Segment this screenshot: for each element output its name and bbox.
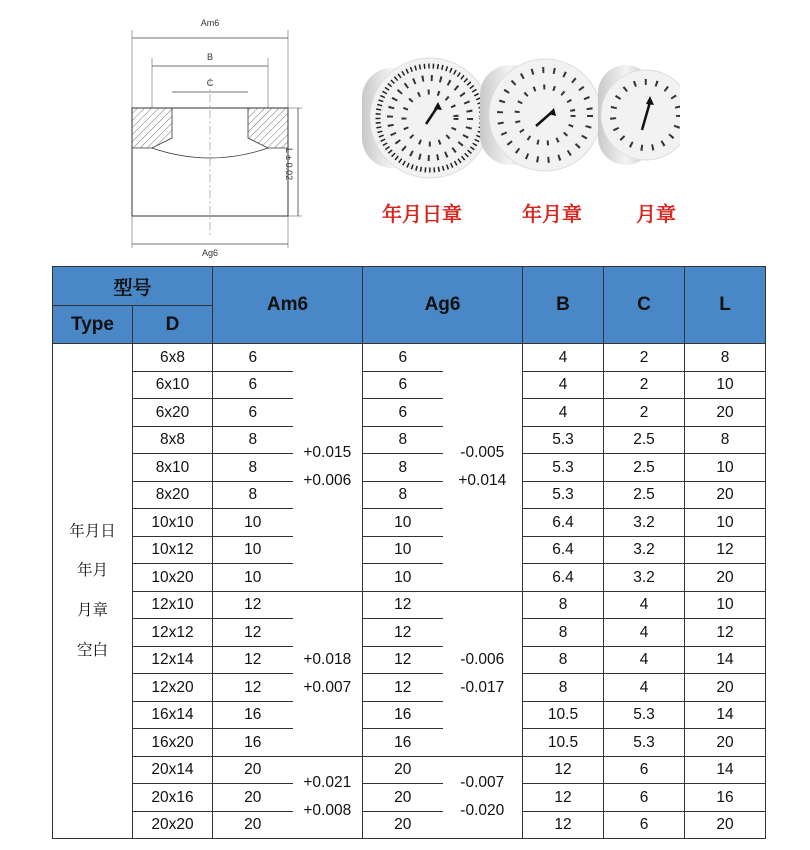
cell-b: 5.3 xyxy=(523,481,604,509)
cell-c: 4 xyxy=(604,674,685,702)
cell-ag6: 8 xyxy=(363,481,443,509)
cell-ag6: 16 xyxy=(363,729,443,757)
cell-d: 6x8 xyxy=(133,344,213,372)
cell-l: 8 xyxy=(685,344,766,372)
type-value: 月章 xyxy=(76,602,108,619)
cell-ag6: 10 xyxy=(363,536,443,564)
cell-d: 16x14 xyxy=(133,701,213,729)
cell-l: 20 xyxy=(685,811,766,839)
table-row xyxy=(53,564,766,592)
tolerance-value: +0.006 xyxy=(303,472,352,490)
cell-am6: 20 xyxy=(213,756,293,784)
insert-section-drawing xyxy=(110,8,310,258)
tolerance-value: +0.008 xyxy=(303,802,352,820)
cell-b: 12 xyxy=(523,756,604,784)
cell-am6: 10 xyxy=(213,509,293,537)
cell-c: 6 xyxy=(604,811,685,839)
cell-ag6: 12 xyxy=(363,646,443,674)
cell-l: 10 xyxy=(685,371,766,399)
am6-tolerance xyxy=(293,591,363,756)
cell-ag6: 8 xyxy=(363,426,443,454)
cell-ag6: 6 xyxy=(363,344,443,372)
tolerance-value: +0.007 xyxy=(303,678,352,696)
label-ymd-stamp: 年月日章 xyxy=(382,204,462,226)
table-row xyxy=(53,426,766,454)
table-row xyxy=(53,784,766,812)
dim-b-label: B xyxy=(206,52,214,62)
cell-am6: 12 xyxy=(213,646,293,674)
table-row xyxy=(53,399,766,427)
cell-l: 10 xyxy=(685,509,766,537)
cell-l: 20 xyxy=(685,481,766,509)
table-row xyxy=(53,619,766,647)
tolerance-value: -0.020 xyxy=(460,802,505,820)
cell-am6: 10 xyxy=(213,564,293,592)
table-row xyxy=(53,371,766,399)
cell-l: 20 xyxy=(685,399,766,427)
cell-b: 10.5 xyxy=(523,701,604,729)
cell-d: 8x10 xyxy=(133,454,213,482)
cell-b: 10.5 xyxy=(523,729,604,757)
type-value: 空白 xyxy=(76,641,108,659)
cell-d: 10x20 xyxy=(133,564,213,592)
table-row xyxy=(53,454,766,482)
am6-tolerance xyxy=(293,756,363,839)
cell-ag6: 12 xyxy=(363,674,443,702)
table-row xyxy=(53,701,766,729)
cell-b: 6.4 xyxy=(523,509,604,537)
table-row xyxy=(53,756,766,784)
cell-d: 12x14 xyxy=(133,646,213,674)
header-c: C xyxy=(604,267,685,344)
table-row xyxy=(53,509,766,537)
cell-b: 6.4 xyxy=(523,536,604,564)
cell-b: 8 xyxy=(523,619,604,647)
cell-l: 20 xyxy=(685,729,766,757)
cell-d: 6x20 xyxy=(133,399,213,427)
cell-ag6: 12 xyxy=(363,591,443,619)
cell-am6: 12 xyxy=(213,674,293,702)
cell-b: 5.3 xyxy=(523,454,604,482)
cell-am6: 20 xyxy=(213,784,293,812)
cell-b: 12 xyxy=(523,811,604,839)
table-row xyxy=(53,591,766,619)
cell-l: 16 xyxy=(685,784,766,812)
dim-am6-label: Am6 xyxy=(200,18,220,28)
header-type: Type xyxy=(53,306,133,344)
cell-d: 20x20 xyxy=(133,811,213,839)
cell-d: 10x10 xyxy=(133,509,213,537)
cell-am6: 16 xyxy=(213,729,293,757)
cell-c: 3.2 xyxy=(604,536,685,564)
cell-c: 4 xyxy=(604,591,685,619)
cell-c: 2 xyxy=(604,344,685,372)
cell-ag6: 16 xyxy=(363,701,443,729)
type-value: 年月日 xyxy=(69,522,116,540)
spec-table xyxy=(52,266,765,839)
date-stamp-photo xyxy=(350,40,680,225)
header-model: 型号 xyxy=(53,267,213,306)
cell-d: 8x8 xyxy=(133,426,213,454)
cell-am6: 8 xyxy=(213,481,293,509)
tolerance-value: +0.015 xyxy=(303,444,352,462)
tolerance-value: +0.014 xyxy=(458,472,507,490)
type-cell xyxy=(53,344,133,839)
cell-c: 4 xyxy=(604,619,685,647)
ag6-tolerance xyxy=(443,756,523,839)
cell-c: 5.3 xyxy=(604,729,685,757)
cell-l: 10 xyxy=(685,454,766,482)
cell-c: 6 xyxy=(604,784,685,812)
cell-am6: 12 xyxy=(213,619,293,647)
cell-ag6: 10 xyxy=(363,509,443,537)
cell-ag6: 20 xyxy=(363,756,443,784)
cell-b: 6.4 xyxy=(523,564,604,592)
table-row xyxy=(53,344,766,372)
table-row xyxy=(53,481,766,509)
cell-d: 20x14 xyxy=(133,756,213,784)
date-stamp-illustration xyxy=(350,40,680,190)
cell-l: 12 xyxy=(685,536,766,564)
tolerance-value: +0.018 xyxy=(303,650,352,668)
cell-l: 14 xyxy=(685,701,766,729)
cell-d: 12x12 xyxy=(133,619,213,647)
type-value: 年月 xyxy=(76,562,108,580)
cell-am6: 6 xyxy=(213,399,293,427)
cell-am6: 6 xyxy=(213,371,293,399)
cell-d: 12x20 xyxy=(133,674,213,702)
cell-c: 6 xyxy=(604,756,685,784)
cell-c: 2.5 xyxy=(604,426,685,454)
label-ym-stamp: 年月章 xyxy=(522,204,582,226)
table-row xyxy=(53,536,766,564)
cell-b: 12 xyxy=(523,784,604,812)
cell-d: 16x20 xyxy=(133,729,213,757)
cell-b: 4 xyxy=(523,344,604,372)
table-row xyxy=(53,674,766,702)
cell-ag6: 6 xyxy=(363,399,443,427)
header-d: D xyxy=(133,306,213,344)
cell-ag6: 20 xyxy=(363,811,443,839)
cell-d: 20x16 xyxy=(133,784,213,812)
tolerance-value: -0.017 xyxy=(460,678,505,696)
cell-ag6: 10 xyxy=(363,564,443,592)
cell-ag6: 6 xyxy=(363,371,443,399)
ag6-tolerance xyxy=(443,591,523,756)
cell-c: 5.3 xyxy=(604,701,685,729)
cell-l: 14 xyxy=(685,756,766,784)
table-body xyxy=(53,344,766,839)
cell-c: 2.5 xyxy=(604,454,685,482)
cell-c: 3.2 xyxy=(604,564,685,592)
tolerance-value: -0.007 xyxy=(460,774,505,792)
cell-l: 14 xyxy=(685,646,766,674)
cell-c: 2 xyxy=(604,399,685,427)
dim-l-label: L ± 0.02 xyxy=(284,148,294,181)
tolerance-value: +0.021 xyxy=(303,774,352,792)
cell-am6: 16 xyxy=(213,701,293,729)
cell-b: 8 xyxy=(523,646,604,674)
tolerance-value: -0.006 xyxy=(460,650,505,668)
header-ag6: Ag6 xyxy=(363,267,523,344)
cell-b: 4 xyxy=(523,371,604,399)
cell-am6: 8 xyxy=(213,454,293,482)
cell-am6: 20 xyxy=(213,811,293,839)
cell-b: 8 xyxy=(523,674,604,702)
cell-ag6: 12 xyxy=(363,619,443,647)
header-am6: Am6 xyxy=(213,267,363,344)
table-row xyxy=(53,729,766,757)
cell-l: 10 xyxy=(685,591,766,619)
cell-am6: 8 xyxy=(213,426,293,454)
cell-l: 12 xyxy=(685,619,766,647)
cell-d: 10x12 xyxy=(133,536,213,564)
label-m-stamp: 月章 xyxy=(636,204,676,226)
table-row xyxy=(53,646,766,674)
cell-am6: 6 xyxy=(213,344,293,372)
cell-b: 4 xyxy=(523,399,604,427)
cell-c: 2 xyxy=(604,371,685,399)
cell-l: 20 xyxy=(685,564,766,592)
dimension-table xyxy=(52,266,766,839)
tolerance-value: -0.005 xyxy=(460,444,505,462)
cell-am6: 12 xyxy=(213,591,293,619)
dim-c-label: C xyxy=(206,78,214,88)
cell-c: 3.2 xyxy=(604,509,685,537)
cell-d: 8x20 xyxy=(133,481,213,509)
header-l: L xyxy=(685,267,766,344)
cell-c: 2.5 xyxy=(604,481,685,509)
ag6-tolerance xyxy=(443,344,523,592)
cell-ag6: 8 xyxy=(363,454,443,482)
table-row xyxy=(53,811,766,839)
dimension-drawing xyxy=(110,8,310,258)
cell-b: 8 xyxy=(523,591,604,619)
header-b: B xyxy=(523,267,604,344)
cell-b: 5.3 xyxy=(523,426,604,454)
cell-l: 8 xyxy=(685,426,766,454)
cell-ag6: 20 xyxy=(363,784,443,812)
am6-tolerance xyxy=(293,344,363,592)
dim-ag6-label: Ag6 xyxy=(201,248,219,258)
cell-am6: 10 xyxy=(213,536,293,564)
cell-d: 12x10 xyxy=(133,591,213,619)
cell-l: 20 xyxy=(685,674,766,702)
cell-d: 6x10 xyxy=(133,371,213,399)
cell-c: 4 xyxy=(604,646,685,674)
